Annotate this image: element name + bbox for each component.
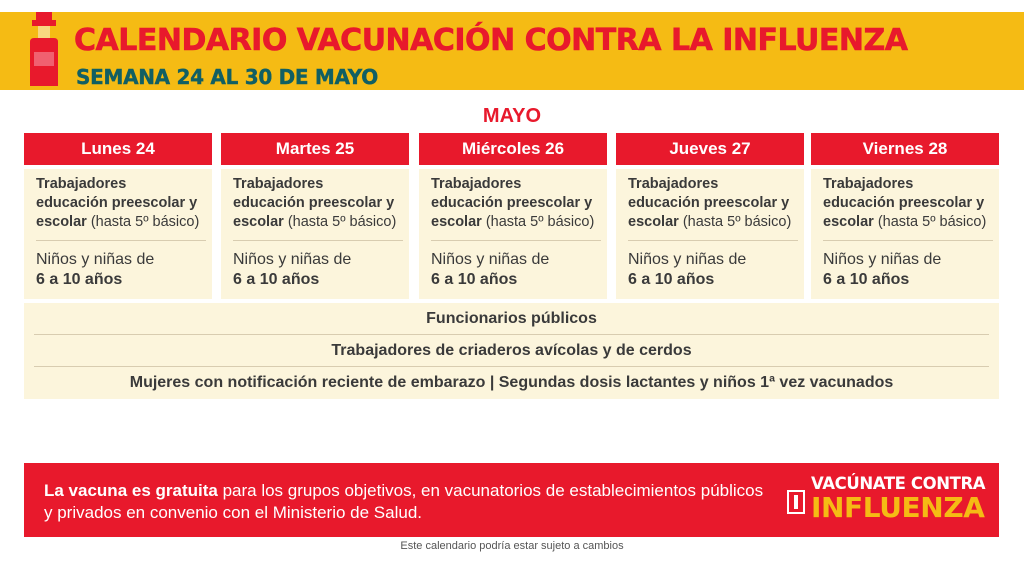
group-children: Niños y niñas de 6 a 10 años (823, 251, 942, 288)
vaccine-vial-icon (24, 12, 64, 90)
day-body (221, 169, 409, 299)
vaccine-mark-icon (787, 490, 805, 514)
day-column (811, 133, 999, 299)
group-teachers: Trabajadores educación preescolar y escolar (hasta 5º básico) (431, 175, 601, 241)
group-public-officials: Funcionarios públicos (34, 303, 989, 335)
day-body (616, 169, 804, 299)
group-farm-workers: Trabajadores de criaderos avícolas y de cerdos (34, 335, 989, 367)
group-teachers: Trabajadores educación preescolar y escolar (hasta 5º básico) (823, 175, 993, 241)
page-subtitle: SEMANA 24 AL 30 DE MAYO (76, 65, 378, 89)
group-children: Niños y niñas de 6 a 10 años (431, 251, 550, 288)
footer-text-rest: para los grupos objetivos, en vacunatorios de establecimientos públicos y privados en convenio con el Ministerio de Salud. (44, 481, 764, 522)
header-banner (0, 12, 1024, 90)
day-header: Viernes 28 (811, 133, 999, 165)
group-teachers: Trabajadores educación preescolar y escolar (hasta 5º básico) (233, 175, 403, 241)
day-column (616, 133, 804, 299)
footer-text-bold: La vacuna es gratuita (44, 481, 218, 500)
day-column (419, 133, 607, 299)
day-header: Martes 25 (221, 133, 409, 165)
group-pregnant-second-doses: Mujeres con notificación reciente de embarazo | Segundas dosis lactantes y niños 1ª vez vacunados (129, 374, 894, 391)
group-teachers: Trabajadores educación preescolar y escolar (hasta 5º básico) (628, 175, 798, 241)
group-teachers: Trabajadores educación preescolar y escolar (hasta 5º básico) (36, 175, 206, 241)
day-header: Lunes 24 (24, 133, 212, 165)
day-body (811, 169, 999, 299)
campaign-logo (787, 474, 986, 528)
month-label: MAYO (482, 105, 542, 127)
group-children: Niños y niñas de 6 a 10 años (233, 251, 352, 288)
day-column (221, 133, 409, 299)
page-title: CALENDARIO VACUNACIÓN CONTRA LA INFLUENZA (74, 23, 908, 58)
day-column (24, 133, 212, 299)
footer-text (44, 480, 764, 524)
logo-line2: INFLUENZA (811, 491, 985, 524)
day-body (419, 169, 607, 299)
footer-banner (24, 463, 999, 537)
group-children: Niños y niñas de 6 a 10 años (36, 251, 155, 288)
logo-line1: VACÚNATE CONTRA (811, 474, 986, 493)
day-body (24, 169, 212, 299)
disclaimer: Este calendario podría estar sujeto a cambios (400, 540, 624, 552)
day-header: Miércoles 26 (419, 133, 607, 165)
group-children: Niños y niñas de 6 a 10 años (628, 251, 747, 288)
all-week-groups (24, 303, 999, 399)
day-header: Jueves 27 (616, 133, 804, 165)
